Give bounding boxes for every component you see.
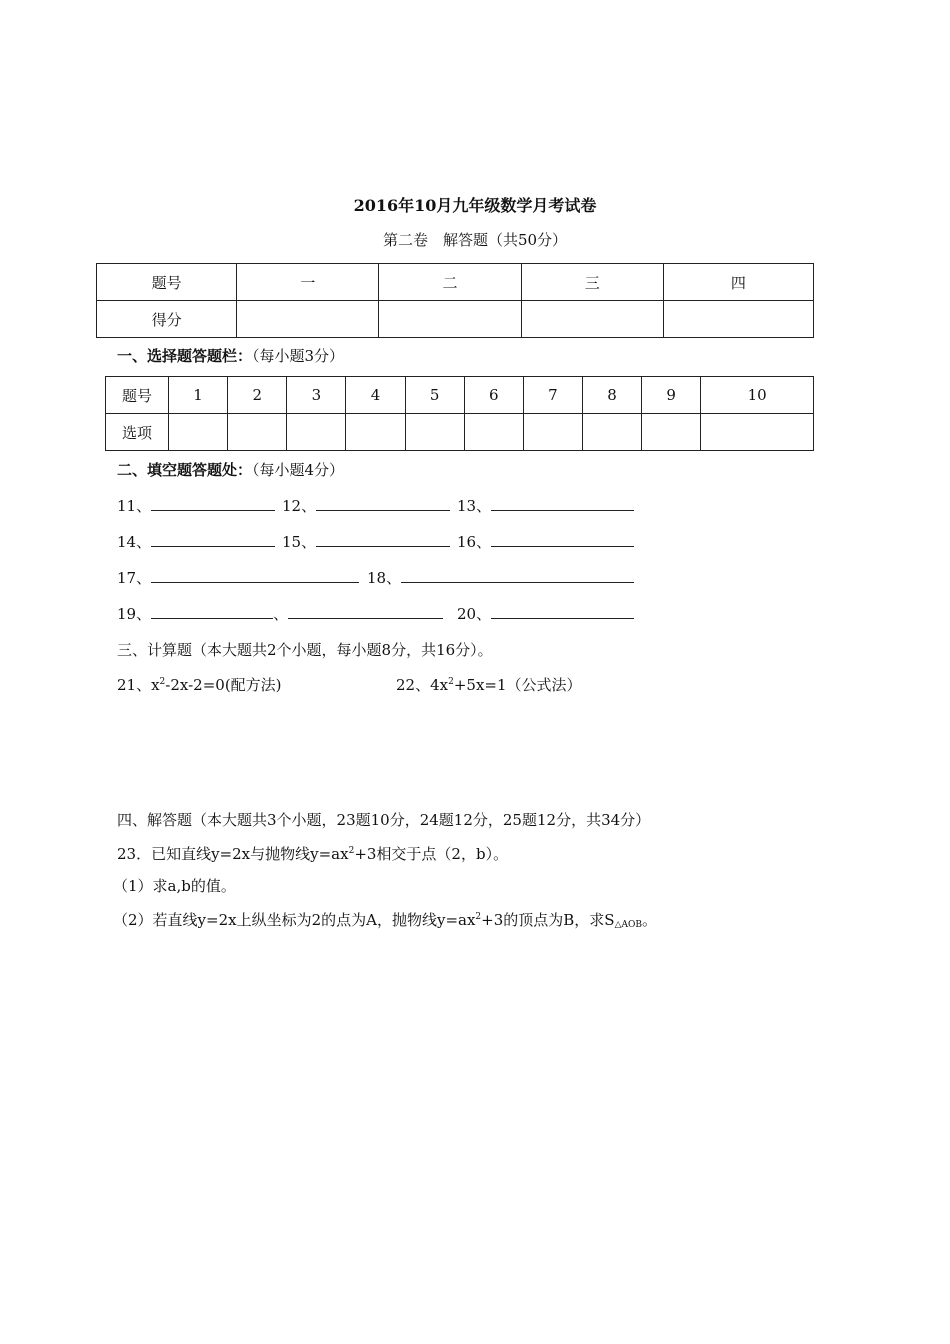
choice-number-cell: 2 (228, 377, 287, 414)
q16-label: 16、 (457, 533, 492, 551)
section2-title: 二、填空题答题处： (117, 461, 253, 479)
q14-answer-blank[interactable] (151, 532, 275, 547)
q21-exponent: 2 (159, 677, 166, 687)
q22-text (396, 674, 582, 695)
choice-number-cell: 8 (582, 377, 641, 414)
fill-q13 (457, 495, 634, 516)
fill-q12 (282, 495, 450, 516)
choice-number-cell: 4 (346, 377, 405, 414)
choice-answer-cell[interactable] (287, 414, 346, 451)
fill-q17 (117, 567, 359, 588)
choice-number-cell: 10 (701, 377, 814, 414)
section2-note: （每小题4分） (252, 461, 345, 479)
q15-label: 15、 (282, 533, 317, 551)
q22-pre: 22、4x (396, 676, 449, 694)
q22-post: +5x=1（公式法） (453, 676, 582, 694)
q11-answer-blank[interactable] (151, 496, 275, 511)
exam-subtitle: 第二卷 解答题（共50分） (382, 231, 568, 249)
q19-answer-blank-1[interactable] (151, 604, 273, 619)
score-table-header-row (97, 264, 814, 301)
score-header-cell: 四 (663, 264, 813, 301)
fill-q16 (457, 531, 634, 552)
choice-table (105, 376, 814, 451)
section3-heading: 三、计算题（本大题共2个小题，每小题8分，共16分）。 (117, 641, 493, 659)
q23-2-mid: +3的顶点为B，求S (481, 911, 615, 929)
section1-note: （每小题3分） (252, 347, 345, 365)
q18-answer-blank[interactable] (401, 568, 634, 583)
q19-answer-blank-2[interactable] (288, 604, 443, 619)
q12-answer-blank[interactable] (316, 496, 450, 511)
q16-answer-blank[interactable] (491, 532, 634, 547)
choice-row-label: 选项 (106, 414, 169, 451)
score-input-cell[interactable] (663, 301, 813, 338)
choice-answer-cell[interactable] (169, 414, 228, 451)
choice-number-row (106, 377, 814, 414)
fill-q18 (367, 567, 634, 588)
q22-exponent: 2 (448, 677, 454, 687)
score-header-cell: 三 (521, 264, 663, 301)
score-table-score-row (97, 301, 814, 338)
q23-part1: （1）求a,b的值。 (113, 877, 236, 895)
fill-q15 (282, 531, 450, 552)
choice-answer-cell[interactable] (405, 414, 464, 451)
q12-label: 12、 (282, 497, 317, 515)
choice-answer-cell[interactable] (464, 414, 523, 451)
q23-part2 (113, 909, 657, 930)
score-input-cell[interactable] (379, 301, 521, 338)
q11-label: 11、 (117, 497, 152, 515)
choice-answer-row (106, 414, 814, 451)
choice-answer-cell[interactable] (642, 414, 701, 451)
section1-heading (117, 345, 344, 366)
fill-row-11-13 (117, 495, 275, 516)
q13-answer-blank[interactable] (491, 496, 634, 511)
q21-text (117, 674, 282, 695)
choice-number-cell: 7 (523, 377, 582, 414)
q19-separator: 、 (273, 605, 289, 623)
choice-answer-cell[interactable] (346, 414, 405, 451)
q23-exponent: 2 (348, 846, 355, 856)
q23-2-post: 。 (642, 911, 658, 929)
score-row-label: 得分 (97, 301, 237, 338)
score-table (96, 263, 814, 338)
choice-number-cell: 1 (169, 377, 228, 414)
choice-number-cell: 9 (642, 377, 701, 414)
choice-answer-cell[interactable] (523, 414, 582, 451)
choice-number-cell: 5 (405, 377, 464, 414)
q23-pre: 23．已知直线y=2x与抛物线y=ax (117, 845, 349, 863)
score-header-cell: 二 (379, 264, 521, 301)
q15-answer-blank[interactable] (316, 532, 450, 547)
q23-post: +3相交于点（2，b）。 (354, 845, 509, 863)
fill-q14 (117, 531, 275, 552)
q20-label: 20、 (457, 605, 492, 623)
q18-label: 18、 (367, 569, 402, 587)
q20-answer-blank[interactable] (491, 604, 634, 619)
q23-2-exponent: 2 (475, 912, 482, 922)
section4-heading: 四、解答题（本大题共3个小题，23题10分，24题12分，25题12分，共34分） (117, 811, 651, 829)
score-input-cell[interactable] (521, 301, 663, 338)
section1-title: 一、选择题答题栏： (117, 347, 253, 365)
q21-pre: 21、x (117, 676, 160, 694)
exam-title: 2016年10月九年级数学月考试卷 (353, 196, 597, 215)
choice-number-cell: 6 (464, 377, 523, 414)
q23-2-subscript: △AOB (614, 920, 642, 930)
choice-answer-cell[interactable] (701, 414, 814, 451)
q23-2-pre: （2）若直线y=2x上纵坐标为2的点为A，抛物线y=ax (113, 911, 476, 929)
fill-q19 (117, 603, 443, 624)
fill-q20 (457, 603, 634, 624)
q17-label: 17、 (117, 569, 152, 587)
score-header-cell: 题号 (97, 264, 237, 301)
choice-number-cell: 3 (287, 377, 346, 414)
section2-heading (117, 459, 344, 480)
q13-label: 13、 (457, 497, 492, 515)
choice-answer-cell[interactable] (582, 414, 641, 451)
q19-label: 19、 (117, 605, 152, 623)
score-header-cell: 一 (237, 264, 379, 301)
choice-answer-cell[interactable] (228, 414, 287, 451)
choice-row-label: 题号 (106, 377, 169, 414)
q14-label: 14、 (117, 533, 152, 551)
score-input-cell[interactable] (237, 301, 379, 338)
q21-post: -2x-2=0(配方法) (165, 676, 282, 694)
q23-text (117, 843, 508, 864)
q17-answer-blank[interactable] (151, 568, 359, 583)
